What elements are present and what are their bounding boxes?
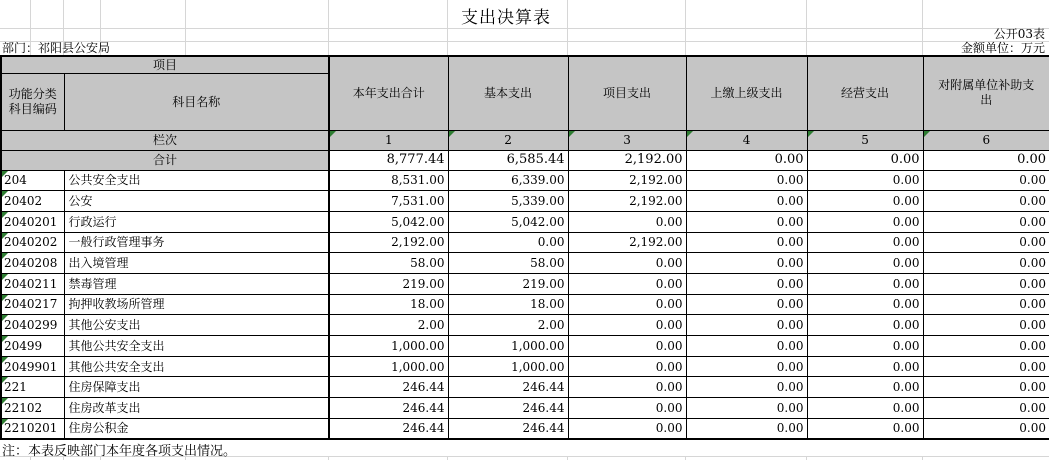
- error-indicator-icon: [2, 295, 8, 301]
- table-row: [1, 398, 1049, 419]
- error-indicator-icon: [2, 253, 8, 259]
- value-cell[interactable]: 0.00: [686, 377, 807, 398]
- value-cell[interactable]: 2,192.00: [568, 232, 686, 253]
- error-indicator-icon: [808, 131, 814, 137]
- value-cell[interactable]: 246.44: [448, 377, 568, 398]
- value-cell[interactable]: 0.00: [686, 398, 807, 419]
- value-cell[interactable]: 246.44: [329, 377, 448, 398]
- total-value-cell[interactable]: 0.00: [923, 150, 1049, 170]
- value-cell[interactable]: 0.00: [923, 191, 1049, 212]
- col-header-upper[interactable]: [686, 56, 807, 130]
- subject-cell[interactable]: 禁毒管理: [64, 273, 329, 294]
- value-cell[interactable]: 8,531.00: [329, 170, 448, 191]
- amount-unit-label[interactable]: 金额单位：万元: [960, 41, 1045, 55]
- subject-cell[interactable]: 其他公安支出: [64, 315, 329, 336]
- column-number-cell[interactable]: [686, 130, 807, 150]
- subject-cell[interactable]: 一般行政管理事务: [64, 232, 329, 253]
- value-cell[interactable]: 0.00: [923, 294, 1049, 315]
- value-cell[interactable]: 0.00: [686, 232, 807, 253]
- value-cell[interactable]: 0.00: [686, 336, 807, 357]
- value-cell[interactable]: 2,192.00: [568, 191, 686, 212]
- value-cell[interactable]: 0.00: [923, 398, 1049, 419]
- gridline: [922, 456, 923, 460]
- column-number: 4: [742, 133, 751, 147]
- subject-cell[interactable]: 住房公积金: [64, 418, 329, 439]
- value-cell[interactable]: 0.00: [923, 336, 1049, 357]
- table-row: [1, 170, 1049, 191]
- error-indicator-icon: [2, 336, 8, 342]
- subject-cell[interactable]: 出入境管理: [64, 253, 329, 274]
- value-cell[interactable]: 0.00: [923, 356, 1049, 377]
- value-cell[interactable]: 2.00: [448, 315, 568, 336]
- expenditure-table: [0, 55, 1049, 440]
- code-cell[interactable]: 22102: [1, 398, 64, 419]
- value-cell[interactable]: 58.00: [448, 253, 568, 274]
- error-indicator-icon: [2, 191, 8, 197]
- error-indicator-icon: [2, 315, 8, 321]
- value-cell[interactable]: 7,531.00: [329, 191, 448, 212]
- code-cell[interactable]: 221: [1, 377, 64, 398]
- col-header-basic-label: 基本支出: [484, 86, 533, 101]
- col-header-subsidy-label: 对附属单位补助支出: [938, 78, 1035, 108]
- value-cell[interactable]: 0.00: [807, 398, 923, 419]
- total-value-cell[interactable]: 6,585.44: [448, 150, 568, 170]
- value-cell[interactable]: 246.44: [329, 398, 448, 419]
- value-cell[interactable]: 0.00: [807, 211, 923, 232]
- code-cell[interactable]: 2040211: [1, 273, 64, 294]
- code-cell[interactable]: 204: [1, 170, 64, 191]
- table-row: [1, 232, 1049, 253]
- value-cell[interactable]: 0.00: [923, 418, 1049, 439]
- column-number: 1: [384, 133, 393, 147]
- table-row: [1, 418, 1049, 439]
- col-header-operating-label: 经营支出: [841, 86, 890, 101]
- value-cell[interactable]: 2,192.00: [329, 232, 448, 253]
- value-cell[interactable]: 0.00: [807, 273, 923, 294]
- col-header-subsidy[interactable]: [923, 56, 1049, 130]
- table-row: [1, 336, 1049, 357]
- col-header-total[interactable]: [329, 56, 448, 130]
- subject-cell[interactable]: 公共安全支出: [64, 170, 329, 191]
- subject-cell[interactable]: 住房改革支出: [64, 398, 329, 419]
- value-cell[interactable]: 0.00: [686, 170, 807, 191]
- total-row: [1, 150, 1049, 170]
- value-cell[interactable]: 0.00: [686, 315, 807, 336]
- col-header-project-exp-label: 项目支出: [603, 86, 652, 101]
- code-cell[interactable]: 2040217: [1, 294, 64, 315]
- value-cell[interactable]: 0.00: [568, 294, 686, 315]
- value-cell[interactable]: 1,000.00: [329, 356, 448, 377]
- code-header-cell[interactable]: [1, 73, 64, 130]
- value-cell[interactable]: 5,339.00: [448, 191, 568, 212]
- value-cell[interactable]: 18.00: [329, 294, 448, 315]
- value-cell[interactable]: 0.00: [807, 315, 923, 336]
- value-cell[interactable]: 1,000.00: [329, 336, 448, 357]
- value-cell[interactable]: 0.00: [568, 315, 686, 336]
- table-row: [1, 356, 1049, 377]
- value-cell[interactable]: 0.00: [568, 273, 686, 294]
- value-cell[interactable]: 219.00: [448, 273, 568, 294]
- value-cell[interactable]: 5,042.00: [329, 211, 448, 232]
- column-number-cell[interactable]: [807, 130, 923, 150]
- col-header-operating[interactable]: [807, 56, 923, 130]
- table-row: [1, 253, 1049, 274]
- table-row: [1, 315, 1049, 336]
- value-cell[interactable]: 0.00: [568, 356, 686, 377]
- total-value-cell[interactable]: 0.00: [807, 150, 923, 170]
- header-row-project: [1, 56, 1049, 73]
- value-cell[interactable]: 0.00: [686, 211, 807, 232]
- value-cell[interactable]: 2,192.00: [568, 170, 686, 191]
- total-value-cell[interactable]: 2,192.00: [568, 150, 686, 170]
- subject-cell[interactable]: 其他公共安全支出: [64, 356, 329, 377]
- value-cell[interactable]: 0.00: [923, 377, 1049, 398]
- code-cell[interactable]: 2040299: [1, 315, 64, 336]
- code-cell[interactable]: 20499: [1, 336, 64, 357]
- code-cell[interactable]: 2040202: [1, 232, 64, 253]
- value-cell[interactable]: 0.00: [568, 377, 686, 398]
- value-cell[interactable]: 0.00: [923, 170, 1049, 191]
- col-header-project-exp[interactable]: [568, 56, 686, 130]
- subject-header-cell[interactable]: 科目名称: [64, 73, 329, 130]
- value-cell[interactable]: 0.00: [807, 253, 923, 274]
- value-cell[interactable]: 0.00: [568, 211, 686, 232]
- column-number: 5: [861, 133, 869, 147]
- value-cell[interactable]: 0.00: [686, 294, 807, 315]
- code-cell[interactable]: 20402: [1, 191, 64, 212]
- value-cell[interactable]: 0.00: [686, 273, 807, 294]
- value-cell[interactable]: 0.00: [807, 294, 923, 315]
- gridline: [567, 456, 568, 460]
- column-number: 6: [982, 133, 991, 147]
- column-number-cell[interactable]: [568, 130, 686, 150]
- column-number-cell[interactable]: [448, 130, 568, 150]
- value-cell[interactable]: 58.00: [329, 253, 448, 274]
- code-cell[interactable]: 2049901: [1, 356, 64, 377]
- column-number: 3: [623, 133, 631, 147]
- value-cell[interactable]: 2.00: [329, 315, 448, 336]
- table-row: [1, 377, 1049, 398]
- value-cell[interactable]: 246.44: [448, 418, 568, 439]
- value-cell[interactable]: 0.00: [807, 356, 923, 377]
- value-cell[interactable]: 0.00: [923, 232, 1049, 253]
- report-title[interactable]: 支出决算表: [461, 8, 551, 28]
- gridline: [685, 456, 686, 460]
- value-cell[interactable]: 0.00: [686, 253, 807, 274]
- table-row: [1, 273, 1049, 294]
- table-row: [1, 191, 1049, 212]
- code-cell[interactable]: 2040201: [1, 211, 64, 232]
- value-cell[interactable]: 1,000.00: [448, 336, 568, 357]
- col-header-total-label: 本年支出合计: [352, 86, 425, 101]
- error-indicator-icon: [2, 377, 8, 383]
- value-cell[interactable]: 246.44: [329, 418, 448, 439]
- total-value-cell[interactable]: 8,777.44: [329, 150, 448, 170]
- column-number: 2: [504, 133, 512, 147]
- subject-cell[interactable]: 行政运行: [64, 211, 329, 232]
- error-indicator-icon: [2, 233, 8, 239]
- subject-cell[interactable]: 公安: [64, 191, 329, 212]
- col-header-upper-label: 上缴上级支出: [710, 86, 783, 101]
- error-indicator-icon: [2, 212, 8, 218]
- value-cell[interactable]: 1,000.00: [448, 356, 568, 377]
- gridline: [806, 456, 807, 460]
- column-number-cell[interactable]: [329, 130, 448, 150]
- project-header-cell[interactable]: 项目: [1, 56, 329, 73]
- error-indicator-icon: [687, 131, 693, 137]
- value-cell[interactable]: 0.00: [568, 418, 686, 439]
- value-cell[interactable]: 0.00: [568, 336, 686, 357]
- value-cell[interactable]: 0.00: [807, 170, 923, 191]
- error-indicator-icon: [2, 171, 8, 177]
- value-cell[interactable]: 0.00: [568, 253, 686, 274]
- gridline: [0, 41, 1049, 42]
- error-indicator-icon: [2, 274, 8, 280]
- value-cell[interactable]: 0.00: [807, 191, 923, 212]
- table-row: [1, 211, 1049, 232]
- value-cell[interactable]: 219.00: [329, 273, 448, 294]
- value-cell[interactable]: 0.00: [686, 356, 807, 377]
- error-indicator-icon: [2, 398, 8, 404]
- error-indicator-icon: [330, 131, 336, 137]
- value-cell[interactable]: 0.00: [807, 418, 923, 439]
- table-row: [1, 294, 1049, 315]
- error-indicator-icon: [2, 357, 8, 363]
- error-indicator-icon: [924, 131, 930, 137]
- total-label-cell[interactable]: 合计: [1, 150, 329, 170]
- subject-cell[interactable]: 其他公共安全支出: [64, 336, 329, 357]
- footnote[interactable]: 注：本表反映部门本年度各项支出情况。: [2, 444, 237, 459]
- total-value-cell[interactable]: 0.00: [686, 150, 807, 170]
- value-cell[interactable]: 0.00: [923, 211, 1049, 232]
- error-indicator-icon: [569, 131, 575, 137]
- value-cell[interactable]: 5,042.00: [448, 211, 568, 232]
- error-indicator-icon: [449, 131, 455, 137]
- value-cell[interactable]: 18.00: [448, 294, 568, 315]
- value-cell[interactable]: 0.00: [568, 398, 686, 419]
- gridline: [0, 28, 1049, 29]
- department-label[interactable]: 部门：祁阳县公安局: [2, 41, 111, 55]
- subject-cell[interactable]: 拘押收教场所管理: [64, 294, 329, 315]
- gridline: [447, 456, 448, 460]
- code-header-label: 功能分类科目编码: [8, 86, 57, 116]
- col-header-basic[interactable]: [448, 56, 568, 130]
- code-cell[interactable]: 2040208: [1, 253, 64, 274]
- subject-cell[interactable]: 住房保障支出: [64, 377, 329, 398]
- value-cell[interactable]: 0.00: [807, 377, 923, 398]
- column-number-cell[interactable]: [923, 130, 1049, 150]
- gridline: [328, 456, 329, 460]
- sheet-code-label[interactable]: 公开03表: [993, 27, 1045, 41]
- value-cell[interactable]: 246.44: [448, 398, 568, 419]
- value-cell[interactable]: 0.00: [807, 232, 923, 253]
- code-cell[interactable]: 2210201: [1, 418, 64, 439]
- value-cell[interactable]: 0.00: [686, 191, 807, 212]
- column-index-label-cell[interactable]: 栏次: [1, 130, 329, 150]
- value-cell[interactable]: 0.00: [923, 315, 1049, 336]
- value-cell[interactable]: 0.00: [923, 273, 1049, 294]
- value-cell[interactable]: 0.00: [923, 253, 1049, 274]
- value-cell[interactable]: 0.00: [807, 336, 923, 357]
- value-cell[interactable]: 6,339.00: [448, 170, 568, 191]
- value-cell[interactable]: 0.00: [686, 418, 807, 439]
- column-index-row: [1, 130, 1049, 150]
- error-indicator-icon: [2, 419, 8, 425]
- value-cell[interactable]: 0.00: [448, 232, 568, 253]
